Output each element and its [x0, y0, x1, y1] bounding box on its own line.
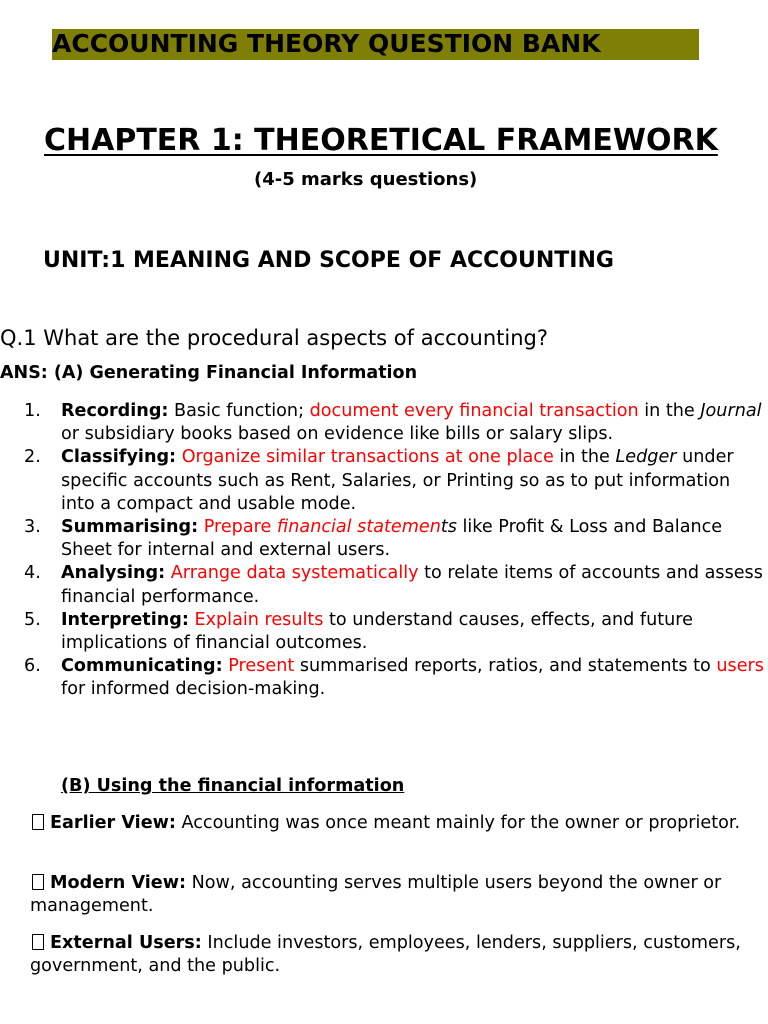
- missing-glyph-bullet-icon: [32, 874, 44, 890]
- list-number: 5.: [24, 609, 41, 630]
- missing-glyph-bullet-icon: [32, 934, 44, 950]
- procedural-steps-list: [0, 400, 768, 702]
- answer-heading: ANS: (A) Generating Financial Information: [0, 363, 418, 383]
- step-highlight: Explain results: [194, 609, 324, 630]
- unit-title: UNIT:1 MEANING AND SCOPE OF ACCOUNTING: [43, 248, 614, 273]
- step-label: Analysing:: [61, 563, 166, 584]
- chapter-title: CHAPTER 1: THEORETICAL FRAMEWORK: [44, 123, 718, 158]
- step-italic: Journal: [700, 401, 762, 421]
- missing-glyph-bullet-icon: [32, 814, 44, 830]
- step-label: Communicating:: [61, 656, 223, 677]
- step-label: Interpreting:: [61, 609, 189, 630]
- step-highlight: document every financial transaction: [309, 401, 639, 421]
- list-number: 1.: [24, 401, 41, 421]
- list-item: [0, 516, 768, 562]
- list-item: [0, 446, 768, 516]
- step-text: to understand causes, effects, and future implications of financial outcomes.: [61, 609, 693, 654]
- step-text: summarised reports, ratios, and statements to: [294, 656, 717, 677]
- bullet-label: Modern View:: [50, 873, 187, 893]
- step-text: for informed decision-making.: [61, 679, 326, 700]
- list-number: 6.: [24, 656, 41, 677]
- bullet-paragraph: [30, 812, 765, 835]
- bullet-paragraph: [30, 872, 765, 918]
- step-text: like Profit & Loss and Balance Sheet for internal and external users.: [61, 517, 723, 561]
- step-text: or subsidiary books based on evidence like bills or salary slips.: [61, 424, 614, 445]
- bullet-label: External Users:: [50, 933, 202, 953]
- list-item: [0, 400, 768, 446]
- bullet-label: Earlier View:: [50, 813, 176, 833]
- step-label: Summarising:: [61, 517, 199, 538]
- bullet-text: Now, accounting serves multiple users beyond the owner or management.: [30, 873, 722, 917]
- bullet-text: Accounting was once meant mainly for the owner or proprietor.: [175, 813, 741, 833]
- step-italic: ts: [440, 517, 457, 538]
- section-b-heading: (B) Using the financial information: [61, 776, 405, 796]
- list-number: 4.: [24, 563, 41, 584]
- step-text: to relate items of accounts and assess financial performance.: [61, 563, 763, 607]
- list-item: [0, 655, 768, 701]
- document-title: ACCOUNTING THEORY QUESTION BANK: [52, 29, 601, 58]
- step-text: in the: [638, 401, 701, 421]
- step-text: under specific accounts such as Rent, Salaries, or Printing so as to put information into a compact and usable mode.: [61, 447, 734, 514]
- list-item: [0, 609, 768, 655]
- step-highlight: Organize similar transactions at one place: [181, 447, 554, 468]
- question-text: Q.1 What are the procedural aspects of accounting?: [0, 326, 548, 350]
- list-number: 3.: [24, 517, 41, 538]
- bullet-paragraph: [30, 932, 765, 978]
- step-text: in the: [553, 447, 616, 468]
- list-item: [0, 562, 768, 608]
- step-italic: Ledger: [615, 447, 677, 468]
- step-highlight: Prepare: [203, 517, 277, 538]
- step-label: Classifying:: [61, 447, 177, 468]
- step-text: Basic function;: [168, 401, 310, 421]
- step-highlight: Present: [228, 656, 295, 677]
- bullet-text: Include investors, employees, lenders, suppliers, customers, government, and the public.: [30, 933, 741, 977]
- step-highlight: users: [716, 656, 764, 677]
- step-label: Recording:: [61, 401, 169, 421]
- step-highlight-italic: financial statemen: [276, 517, 441, 538]
- marks-note: (4-5 marks questions): [254, 169, 478, 190]
- list-number: 2.: [24, 447, 41, 468]
- step-highlight: Arrange data systematically: [170, 563, 419, 584]
